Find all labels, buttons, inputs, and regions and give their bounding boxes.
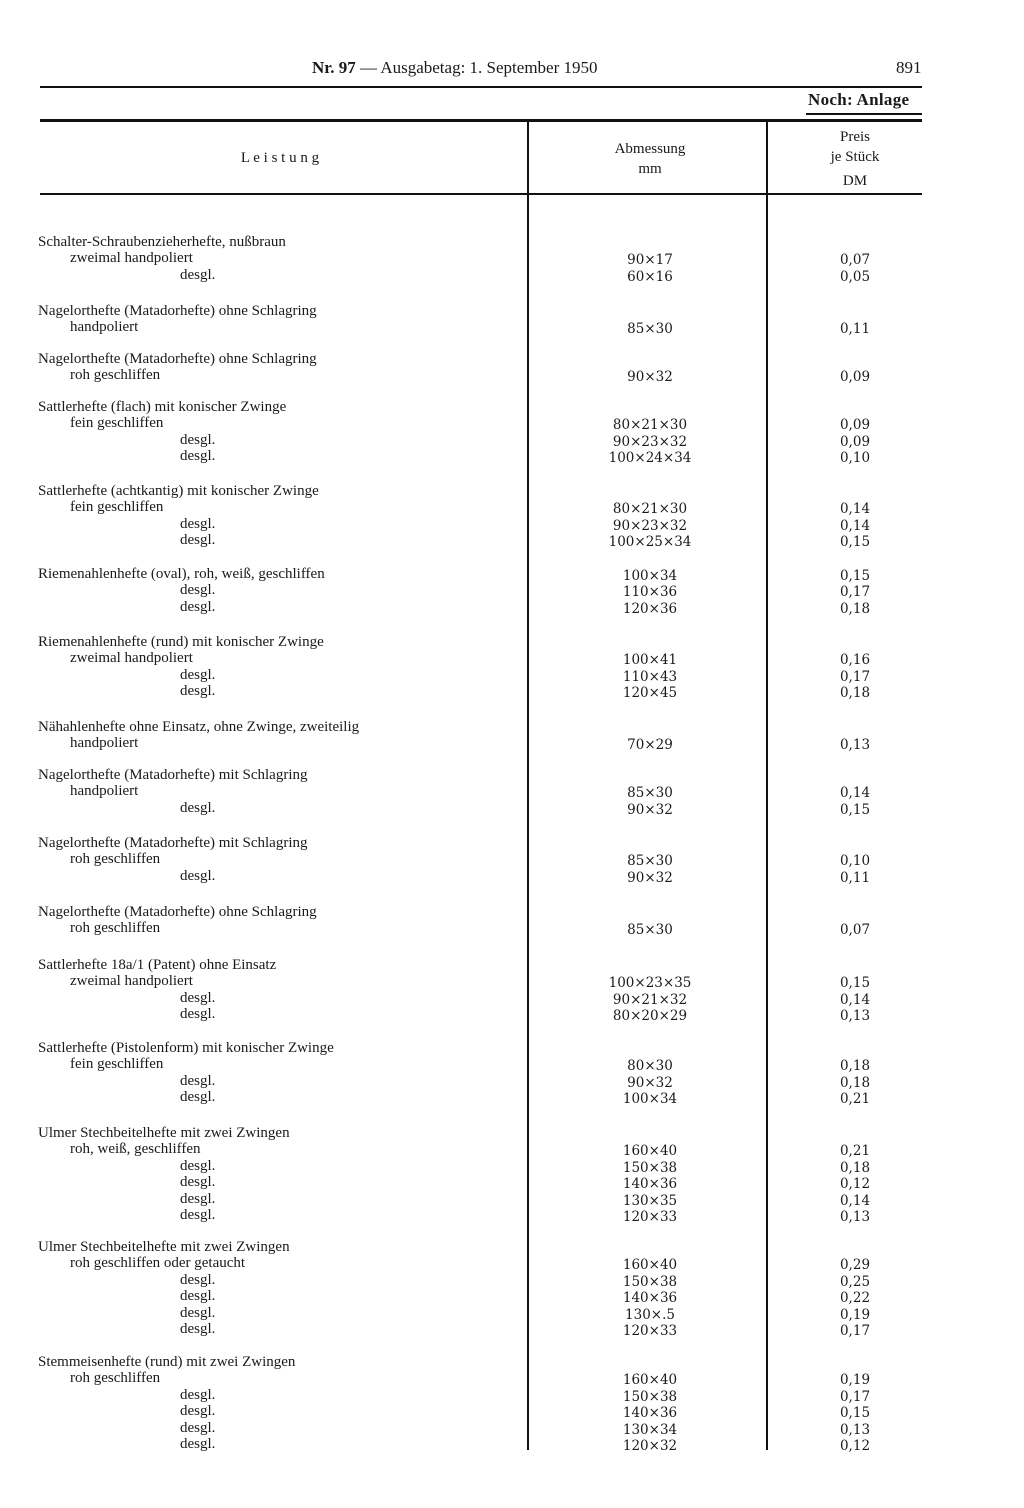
row-dimension: 160×40 <box>622 1143 678 1160</box>
row-dimension: 60×16 <box>627 268 673 285</box>
row-description: roh geschliffen <box>70 920 161 937</box>
row-dimension: 90×23×32 <box>612 517 688 534</box>
row-price: 0,14 <box>839 517 871 534</box>
issue-date: — Ausgabetag: 1. September 1950 <box>360 58 598 77</box>
row-description: desgl. <box>180 683 216 700</box>
row-dimension: 130×.5 <box>625 1306 675 1323</box>
row-dimension: 140×36 <box>622 1176 678 1193</box>
row-description: desgl. <box>180 1006 216 1023</box>
row-dimension: 100×34 <box>622 568 678 584</box>
row-description: roh geschliffen <box>70 851 161 868</box>
row-description: desgl. <box>180 1174 216 1191</box>
row-price: 0,07 <box>839 252 871 269</box>
row-dimension: 85×30 <box>627 321 673 338</box>
row-description: desgl. <box>180 1386 216 1403</box>
row-description: Schalter-Schraubenzieherhefte, nußbraun <box>38 234 286 250</box>
row-dimension: 90×32 <box>627 1074 673 1091</box>
row-description: Ulmer Stechbeitelhefte mit zwei Zwingen <box>38 1125 290 1141</box>
row-dimension: 90×21×32 <box>612 991 688 1008</box>
row-price: 0,18 <box>839 600 871 617</box>
row-description: Ulmer Stechbeitelhefte mit zwei Zwingen <box>38 1239 290 1255</box>
row-description: desgl. <box>180 431 216 448</box>
row-price: 0,19 <box>839 1306 871 1323</box>
row-description: handpoliert <box>70 735 139 752</box>
page-number: 891 <box>896 58 922 77</box>
column-header-preis: Preis <box>840 129 870 145</box>
row-price: 0,18 <box>839 1074 871 1091</box>
row-description: handpoliert <box>70 783 139 800</box>
row-price: 0,21 <box>839 1091 871 1108</box>
row-price: 0,17 <box>839 1388 871 1405</box>
row-description: Sattlerhefte (Pistolenform) mit konischer Zwinge <box>38 1040 334 1056</box>
row-price: 0,18 <box>839 1058 871 1075</box>
row-dimension: 100×25×34 <box>608 534 692 551</box>
row-price: 0,14 <box>839 1192 871 1209</box>
row-dimension: 160×40 <box>622 1372 678 1389</box>
row-description: fein geschliffen <box>70 1056 164 1073</box>
row-price: 0,18 <box>839 685 871 702</box>
row-dimension: 140×36 <box>622 1405 678 1422</box>
row-dimension: 140×36 <box>622 1290 678 1307</box>
row-price: 0,14 <box>839 785 871 802</box>
row-price: 0,18 <box>839 1159 871 1176</box>
row-price: 0,15 <box>839 801 871 818</box>
row-price: 0,10 <box>839 450 871 467</box>
row-description: roh geschliffen <box>70 367 161 384</box>
row-dimension: 120×32 <box>622 1438 678 1454</box>
row-price: 0,14 <box>839 501 871 518</box>
row-description: desgl. <box>180 1207 216 1223</box>
row-description: Riemenahlenhefte (oval), roh, weiß, geschliffen <box>38 566 325 582</box>
row-description: Nähahlenhefte ohne Einsatz, ohne Zwinge, zweiteilig <box>38 719 360 735</box>
row-description: desgl. <box>180 532 216 549</box>
row-price: 0,11 <box>839 321 871 338</box>
row-description: Nagelorthefte (Matadorhefte) mit Schlagring <box>38 767 308 783</box>
row-price: 0,13 <box>839 1209 871 1225</box>
row-dimension: 90×32 <box>627 869 673 886</box>
row-description: desgl. <box>180 266 216 283</box>
row-dimension: 100×34 <box>622 1091 678 1108</box>
column-header-abmessung: Abmessung <box>614 141 686 157</box>
row-dimension: 120×33 <box>622 1209 678 1225</box>
row-price: 0,14 <box>839 991 871 1008</box>
row-price: 0,13 <box>839 1008 871 1025</box>
row-price: 0,17 <box>839 668 871 685</box>
row-description: desgl. <box>180 515 216 532</box>
row-description: Sattlerhefte (achtkantig) mit konischer Zwinge <box>38 483 319 499</box>
row-dimension: 160×40 <box>622 1257 678 1274</box>
row-description: desgl. <box>180 1072 216 1089</box>
row-description: desgl. <box>180 867 216 884</box>
row-dimension: 80×21×30 <box>612 417 688 434</box>
row-description: desgl. <box>180 1271 216 1288</box>
row-dimension: 130×35 <box>622 1192 678 1209</box>
row-dimension: 150×38 <box>622 1273 678 1290</box>
row-description: desgl. <box>180 1089 216 1106</box>
row-description: roh geschliffen <box>70 1370 161 1387</box>
row-dimension: 80×20×29 <box>612 1008 688 1025</box>
row-description: zweimal handpoliert <box>70 973 193 990</box>
row-dimension: 100×23×35 <box>608 975 692 992</box>
annex-label: Noch: Anlage <box>808 90 910 109</box>
row-description: zweimal handpoliert <box>70 250 193 267</box>
row-price: 0,16 <box>839 652 871 669</box>
row-description: handpoliert <box>70 319 139 336</box>
row-price: 0,05 <box>839 268 871 285</box>
row-dimension: 90×17 <box>627 252 673 269</box>
row-dimension: 120×45 <box>622 685 678 702</box>
column-header-preis-sub: je Stück <box>830 149 880 165</box>
row-price: 0,09 <box>839 433 871 450</box>
row-price: 0,13 <box>839 1421 871 1438</box>
row-description: desgl. <box>180 799 216 816</box>
row-price: 0,21 <box>839 1143 871 1160</box>
row-description: desgl. <box>180 1403 216 1420</box>
row-description: fein geschliffen <box>70 415 164 432</box>
row-dimension: 85×30 <box>627 922 673 939</box>
row-description: desgl. <box>180 989 216 1006</box>
row-price: 0,29 <box>839 1257 871 1274</box>
row-description: Sattlerhefte 18a/1 (Patent) ohne Einsatz <box>38 957 277 973</box>
row-price: 0,11 <box>839 869 871 886</box>
row-dimension: 150×38 <box>622 1388 678 1405</box>
row-price: 0,10 <box>839 853 871 870</box>
row-description: desgl. <box>180 598 216 615</box>
row-dimension: 110×43 <box>622 668 678 685</box>
row-description: Nagelorthefte (Matadorhefte) ohne Schlagring <box>38 303 317 319</box>
row-price: 0,15 <box>839 568 871 584</box>
row-dimension: 130×34 <box>622 1421 678 1438</box>
row-price: 0,09 <box>839 369 871 386</box>
row-description: desgl. <box>180 666 216 683</box>
row-description: desgl. <box>180 1436 216 1452</box>
row-description: Nagelorthefte (Matadorhefte) mit Schlagring <box>38 835 308 851</box>
row-dimension: 80×21×30 <box>612 501 688 518</box>
row-price: 0,12 <box>839 1438 871 1454</box>
row-dimension: 85×30 <box>627 853 673 870</box>
row-price: 0,17 <box>839 1323 871 1339</box>
row-price: 0,12 <box>839 1176 871 1193</box>
row-description: desgl. <box>180 1419 216 1436</box>
row-description: roh geschliffen oder getaucht <box>70 1255 246 1272</box>
row-dimension: 70×29 <box>627 737 673 754</box>
row-price: 0,17 <box>839 584 871 601</box>
row-description: roh, weiß, geschliffen <box>70 1141 201 1158</box>
row-dimension: 100×24×34 <box>608 450 692 467</box>
row-price: 0,19 <box>839 1372 871 1389</box>
row-dimension: 150×38 <box>622 1159 678 1176</box>
row-description: desgl. <box>180 1321 216 1337</box>
row-description: desgl. <box>180 448 216 465</box>
row-dimension: 80×30 <box>627 1058 673 1075</box>
row-description: zweimal handpoliert <box>70 650 193 667</box>
row-price: 0,15 <box>839 1405 871 1422</box>
row-dimension: 110×36 <box>622 584 678 601</box>
row-description: desgl. <box>180 1190 216 1207</box>
row-price: 0,15 <box>839 534 871 551</box>
row-dimension: 120×33 <box>622 1323 678 1339</box>
row-dimension: 120×36 <box>622 600 678 617</box>
row-description: Nagelorthefte (Matadorhefte) ohne Schlagring <box>38 904 317 920</box>
column-header-leistung: L e i s t u n g <box>240 150 320 166</box>
row-dimension: 100×41 <box>622 652 678 669</box>
column-header-preis-unit: DM <box>842 173 868 189</box>
row-price: 0,09 <box>839 417 871 434</box>
row-description: Stemmeisenhefte (rund) mit zwei Zwingen <box>38 1354 296 1370</box>
row-price: 0,15 <box>839 975 871 992</box>
row-description: Sattlerhefte (flach) mit konischer Zwinge <box>38 399 287 415</box>
issue-number: Nr. 97 <box>312 58 356 77</box>
row-price: 0,07 <box>839 922 871 939</box>
row-description: Riemenahlenhefte (rund) mit konischer Zwinge <box>38 634 324 650</box>
row-description: fein geschliffen <box>70 499 164 516</box>
column-header-abmessung-unit: mm <box>638 161 662 177</box>
row-description: desgl. <box>180 1288 216 1305</box>
row-price: 0,13 <box>839 737 871 754</box>
row-dimension: 90×32 <box>627 801 673 818</box>
row-price: 0,25 <box>839 1273 871 1290</box>
row-description: Nagelorthefte (Matadorhefte) ohne Schlagring <box>38 351 317 367</box>
row-description: desgl. <box>180 1157 216 1174</box>
row-dimension: 85×30 <box>627 785 673 802</box>
row-dimension: 90×23×32 <box>612 433 688 450</box>
row-price: 0,22 <box>839 1290 871 1307</box>
row-description: desgl. <box>180 582 216 599</box>
row-description: desgl. <box>180 1304 216 1321</box>
row-dimension: 90×32 <box>627 369 673 386</box>
